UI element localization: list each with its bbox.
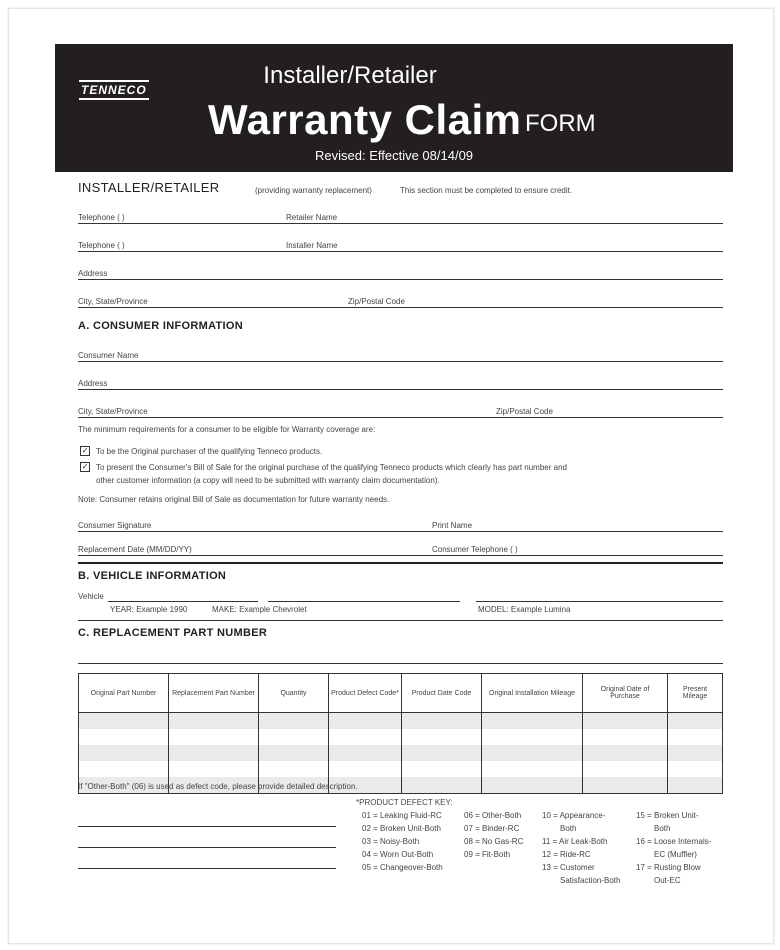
header-title: Warranty Claim [208,96,522,143]
defect-code: 08 = No Gas-RC [464,837,524,846]
table-row [79,713,723,730]
vehicle-make-line[interactable] [268,601,460,602]
header-subtitle: Installer/Retailer [263,62,437,89]
defect-code: 15 = Broken Unit- [636,811,699,820]
requirement-checkbox-1[interactable]: ✓ [81,446,89,455]
consumer-phone-label: Consumer Telephone ( ) [432,545,518,554]
consumer-name-line[interactable] [78,361,723,362]
consumer-address-line[interactable] [78,389,723,390]
col-installation-mileage: Original Installation Mileage [482,674,583,713]
defect-code: 12 = Ride-RC [542,850,591,859]
defect-code: 10 = Appearance- [542,811,606,820]
requirement-2b: other customer information (a copy will need to be submitted with warranty claim documentation). [96,476,440,485]
consumer-signature-label: Consumer Signature [78,521,152,530]
installer-name-label: Installer Name [286,241,338,250]
retailer-name-label: Retailer Name [286,213,338,222]
requirement-2a: To present the Consumer's Bill of Sale for the original purchase of the qualifying Tenneco products which clearly has part number and [96,463,567,472]
description-line-1[interactable] [78,826,336,827]
defect-code: Both [560,824,577,833]
consumer-requirements: The minimum requirements for a consumer to be eligible for Warranty coverage are: [78,425,376,434]
table-row [79,729,723,745]
installer-heading-note2: This section must be completed to ensure credit. [400,186,573,195]
col-original-part-number: Original Part Number [79,674,169,713]
col-replacement-part-number: Replacement Part Number [169,674,259,713]
installer-city-line[interactable] [78,307,723,308]
defect-footnote: If "Other-Both" (06) is used as defect code, please provide detailed description. [78,782,358,791]
parts-table [78,673,723,794]
vehicle-bottom-line [78,620,723,621]
vehicle-heading: B. VEHICLE INFORMATION [78,570,227,582]
header-title-suffix: FORM [525,110,596,137]
vehicle-make-example: MAKE: Example Chevrolet [212,605,307,614]
installer-city-label: City, State/Province [78,297,148,306]
parts-table-header [79,674,723,713]
defect-codes-col2 [464,811,523,863]
consumer-address-label: Address [78,379,108,388]
requirement-checkbox-2[interactable]: ✓ [81,462,89,471]
header-revised: Revised: Effective 08/14/09 [315,148,474,163]
form-header [55,44,733,172]
installer-heading-note: (providing warranty replacement) [255,186,372,195]
col-date-of-purchase: Original Date of Purchase [583,674,668,713]
description-line-2[interactable] [78,847,336,848]
defect-code: Both [654,824,671,833]
defect-code: 03 = Noisy-Both [362,837,420,846]
vehicle-model-example: MODEL: Example Lumina [478,605,571,614]
tenneco-logo: TENNECO [79,80,149,100]
installer-heading: INSTALLER/RETAILER [78,180,220,195]
consumer-city-label: City, State/Province [78,407,148,416]
defect-code: 11 = Air Leak-Both [542,837,608,846]
description-line-3[interactable] [78,868,336,869]
defect-code: 13 = Customer [542,863,595,872]
section-divider [78,562,723,564]
consumer-zip-label: Zip/Postal Code [496,407,553,416]
defect-code: 06 = Other-Both [464,811,522,820]
vehicle-year-line[interactable] [108,601,258,602]
col-date-code: Product Date Code [402,674,482,713]
installer-telephone1-label: Telephone ( ) [78,213,125,222]
defect-code: 04 = Worn Out-Both [362,850,434,859]
col-defect-code: Product Defect Code* [329,674,402,713]
table-row [79,761,723,777]
vehicle-year-example: YEAR: Example 1990 [110,605,188,614]
installer-zip-label: Zip/Postal Code [348,297,405,306]
consumer-heading: A. CONSUMER INFORMATION [78,320,243,332]
defect-code: EC (Muffler) [654,850,697,859]
defect-code: 02 = Broken Unit-Both [362,824,441,833]
defect-code: 07 = Binder-RC [464,824,520,833]
consumer-note: Note: Consumer retains original Bill of Sale as documentation for future warranty needs. [78,495,390,504]
defect-codes-col4 [636,811,711,889]
replacement-date-line[interactable] [78,555,723,556]
vehicle-model-line[interactable] [476,601,723,602]
installer-telephone2-label: Telephone ( ) [78,241,125,250]
replacement-line[interactable] [78,663,723,664]
consumer-city-line[interactable] [78,417,723,418]
replacement-heading: C. REPLACEMENT PART NUMBER [78,627,268,639]
defect-code: 09 = Fit-Both [464,850,511,859]
defect-codes-col1 [362,811,443,876]
defect-code: 16 = Loose Internals- [636,837,712,846]
requirement-1: To be the Original purchaser of the qualifying Tenneco products. [96,447,323,456]
installer-address-label: Address [78,269,108,278]
print-name-label: Print Name [432,521,473,530]
replacement-date-label: Replacement Date (MM/DD/YY) [78,545,192,554]
defect-code: Satisfaction-Both [560,876,621,885]
installer-name-line[interactable] [78,251,723,252]
col-present-mileage: Present Mileage [668,674,723,713]
defect-code: 17 = Rusting Blow [636,863,701,872]
installer-address-line[interactable] [78,279,723,280]
defect-code: Out-EC [654,876,681,885]
col-quantity: Quantity [259,674,329,713]
retailer-line[interactable] [78,223,723,224]
defect-key-title: *PRODUCT DEFECT KEY: [356,798,453,807]
defect-codes-col3 [542,811,620,889]
defect-code: 01 = Leaking Fluid-RC [362,811,442,820]
table-row [79,745,723,761]
vehicle-label: Vehicle [78,592,104,601]
defect-code: 05 = Changeover-Both [362,863,443,872]
consumer-name-label: Consumer Name [78,351,139,360]
signature-line[interactable] [78,531,723,532]
